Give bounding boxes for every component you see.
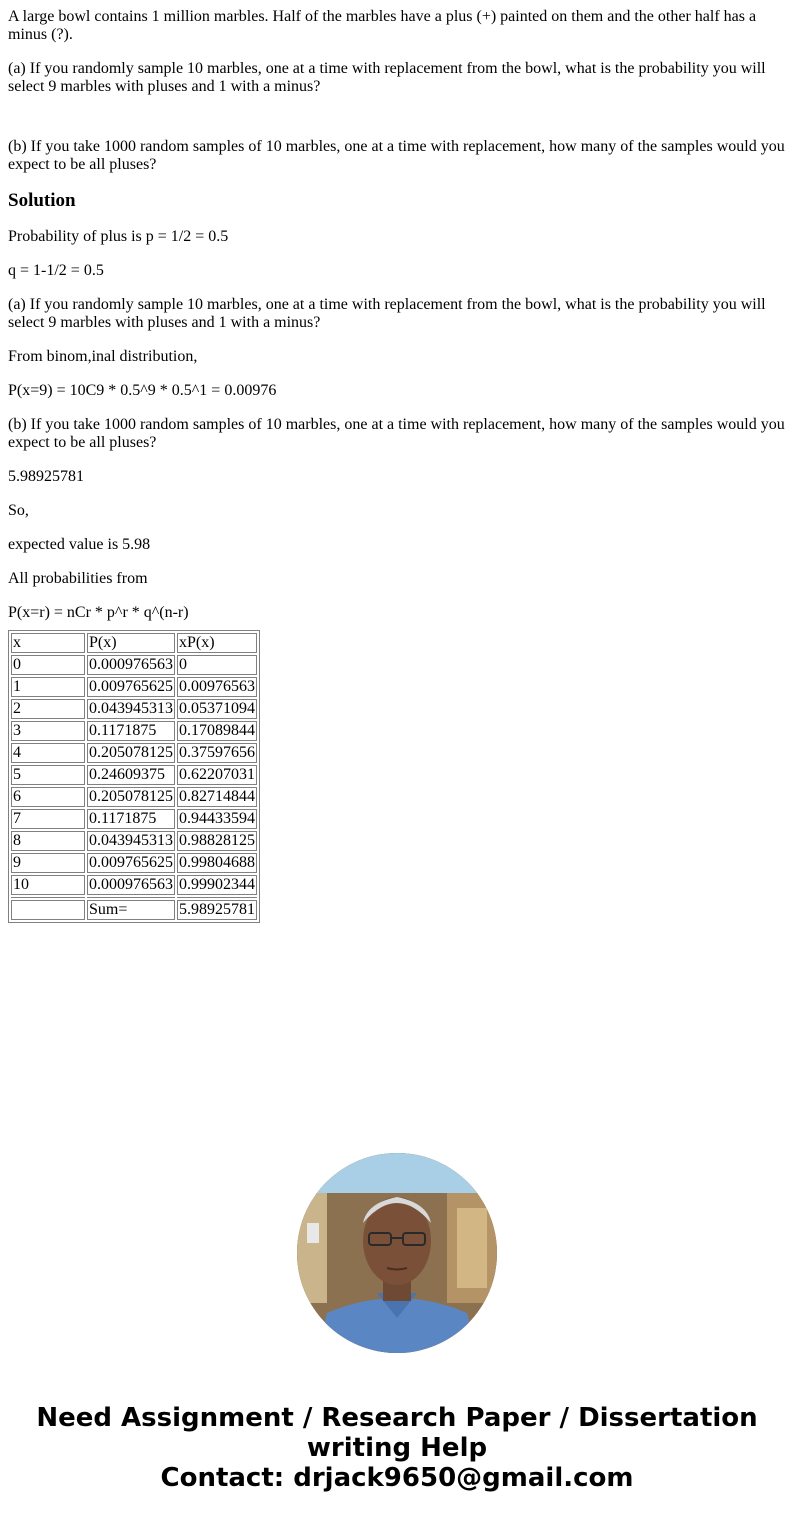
divider-cell [177, 897, 257, 898]
question-intro: A large bowl contains 1 million marbles. Half of the marbles have a plus (+) painted on them and the other half has a minus (?). [8, 8, 757, 43]
divider-cell [11, 897, 85, 898]
document-body [8, 0, 786, 923]
table-cell: 0.043945313 [89, 700, 173, 717]
table-cell: 9 [11, 853, 85, 873]
table-cell: 7 [11, 809, 85, 829]
table-cell: 0 [11, 655, 85, 675]
solution-line: (b) If you take 1000 random samples of 10 marbles, one at a time with replacement, how many of the samples would you expect to be all pluses? [8, 416, 785, 451]
header-cell: P(x) [87, 633, 175, 653]
table-row [11, 831, 257, 851]
table-row [11, 677, 257, 697]
spacer [8, 112, 786, 130]
table-cell: 0.99902344 [179, 876, 255, 893]
table-cell: 0.205078125 [89, 744, 173, 761]
table-cell: 0.009765625 [89, 854, 173, 871]
header-cell: xP(x) [177, 633, 257, 653]
divider-cell [87, 897, 175, 898]
solution-line: From binom,inal distribution, [8, 348, 198, 365]
table-row [11, 787, 257, 807]
table-row [11, 655, 257, 675]
promo-line: Need Assignment / Research Paper / Dissertation [36, 1403, 758, 1433]
portrait-illustration [297, 1153, 497, 1353]
table-cell: 0.000976563 [89, 656, 173, 673]
table-cell: 4 [11, 743, 85, 763]
table-cell: 0.009765625 [89, 678, 173, 695]
solution-line: expected value is 5.98 [8, 536, 151, 553]
table-row [11, 875, 257, 895]
table-cell: 0.99804688 [179, 854, 255, 871]
table-cell: 0.17089844 [179, 722, 255, 739]
table-cell: 1 [11, 677, 85, 697]
header-cell: x [11, 633, 85, 653]
promo-banner [0, 1403, 794, 1493]
table-cell: 2 [11, 699, 85, 719]
promo-contact: Contact: drjack9650@gmail.com [160, 1463, 634, 1493]
table-row [11, 721, 257, 741]
table-cell: 8 [11, 831, 85, 851]
table-cell: 0.37597656 [179, 744, 255, 761]
table-cell: 0.043945313 [89, 832, 173, 849]
sum-label-cell: Sum= [87, 900, 175, 920]
probability-table [8, 630, 260, 923]
table-cell: 3 [11, 721, 85, 741]
table-row [11, 853, 257, 873]
table-cell: 0 [177, 655, 257, 675]
solution-line: P(x=r) = nCr * p^r * q^(n-r) [8, 604, 189, 621]
sum-value-cell: 5.98925781 [179, 901, 255, 918]
solution-line: Probability of plus is p = 1/2 = 0.5 [8, 228, 229, 245]
table-row [11, 809, 257, 829]
table-cell: 10 [11, 875, 85, 895]
solution-heading: Solution [8, 190, 76, 211]
promo-line: writing Help [306, 1433, 488, 1463]
solution-line: q = 1-1/2 = 0.5 [8, 262, 104, 279]
question-part-a: (a) If you randomly sample 10 marbles, one at a time with replacement from the bowl, what is the probability you will select 9 marbles with pluses and 1 with a minus? [8, 60, 766, 95]
table-divider-row [11, 897, 257, 898]
table-row [11, 743, 257, 763]
table-cell: 0.00976563 [179, 678, 255, 695]
table-row [11, 765, 257, 785]
table-cell: 6 [11, 787, 85, 807]
table-cell: 0.62207031 [179, 766, 255, 783]
solution-line: P(x=9) = 10C9 * 0.5^9 * 0.5^1 = 0.00976 [8, 382, 277, 399]
solution-line: So, [8, 502, 29, 519]
author-photo [297, 1153, 497, 1353]
table-cell: 0.000976563 [89, 876, 173, 893]
table-cell: 0.24609375 [87, 765, 175, 785]
table-cell: 0.205078125 [89, 788, 173, 805]
table-cell: 0.1171875 [87, 809, 175, 829]
table-cell: 5 [11, 765, 85, 785]
solution-line: All probabilities from [8, 570, 148, 587]
sum-cell [11, 900, 85, 920]
table-cell: 0.05371094 [179, 700, 255, 717]
table-row [11, 699, 257, 719]
table-header-row [11, 633, 257, 653]
table-cell: 0.82714844 [179, 788, 255, 805]
table-sum-row [11, 900, 257, 920]
question-part-b: (b) If you take 1000 random samples of 10 marbles, one at a time with replacement, how many of the samples would you expect to be all pluses? [8, 138, 785, 173]
table-cell: 0.94433594 [179, 810, 255, 827]
table-cell: 0.1171875 [87, 721, 175, 741]
solution-line: (a) If you randomly sample 10 marbles, one at a time with replacement from the bowl, what is the probability you will select 9 marbles with pluses and 1 with a minus? [8, 296, 766, 331]
solution-line: 5.98925781 [8, 468, 84, 485]
table-cell: 0.98828125 [179, 832, 255, 849]
